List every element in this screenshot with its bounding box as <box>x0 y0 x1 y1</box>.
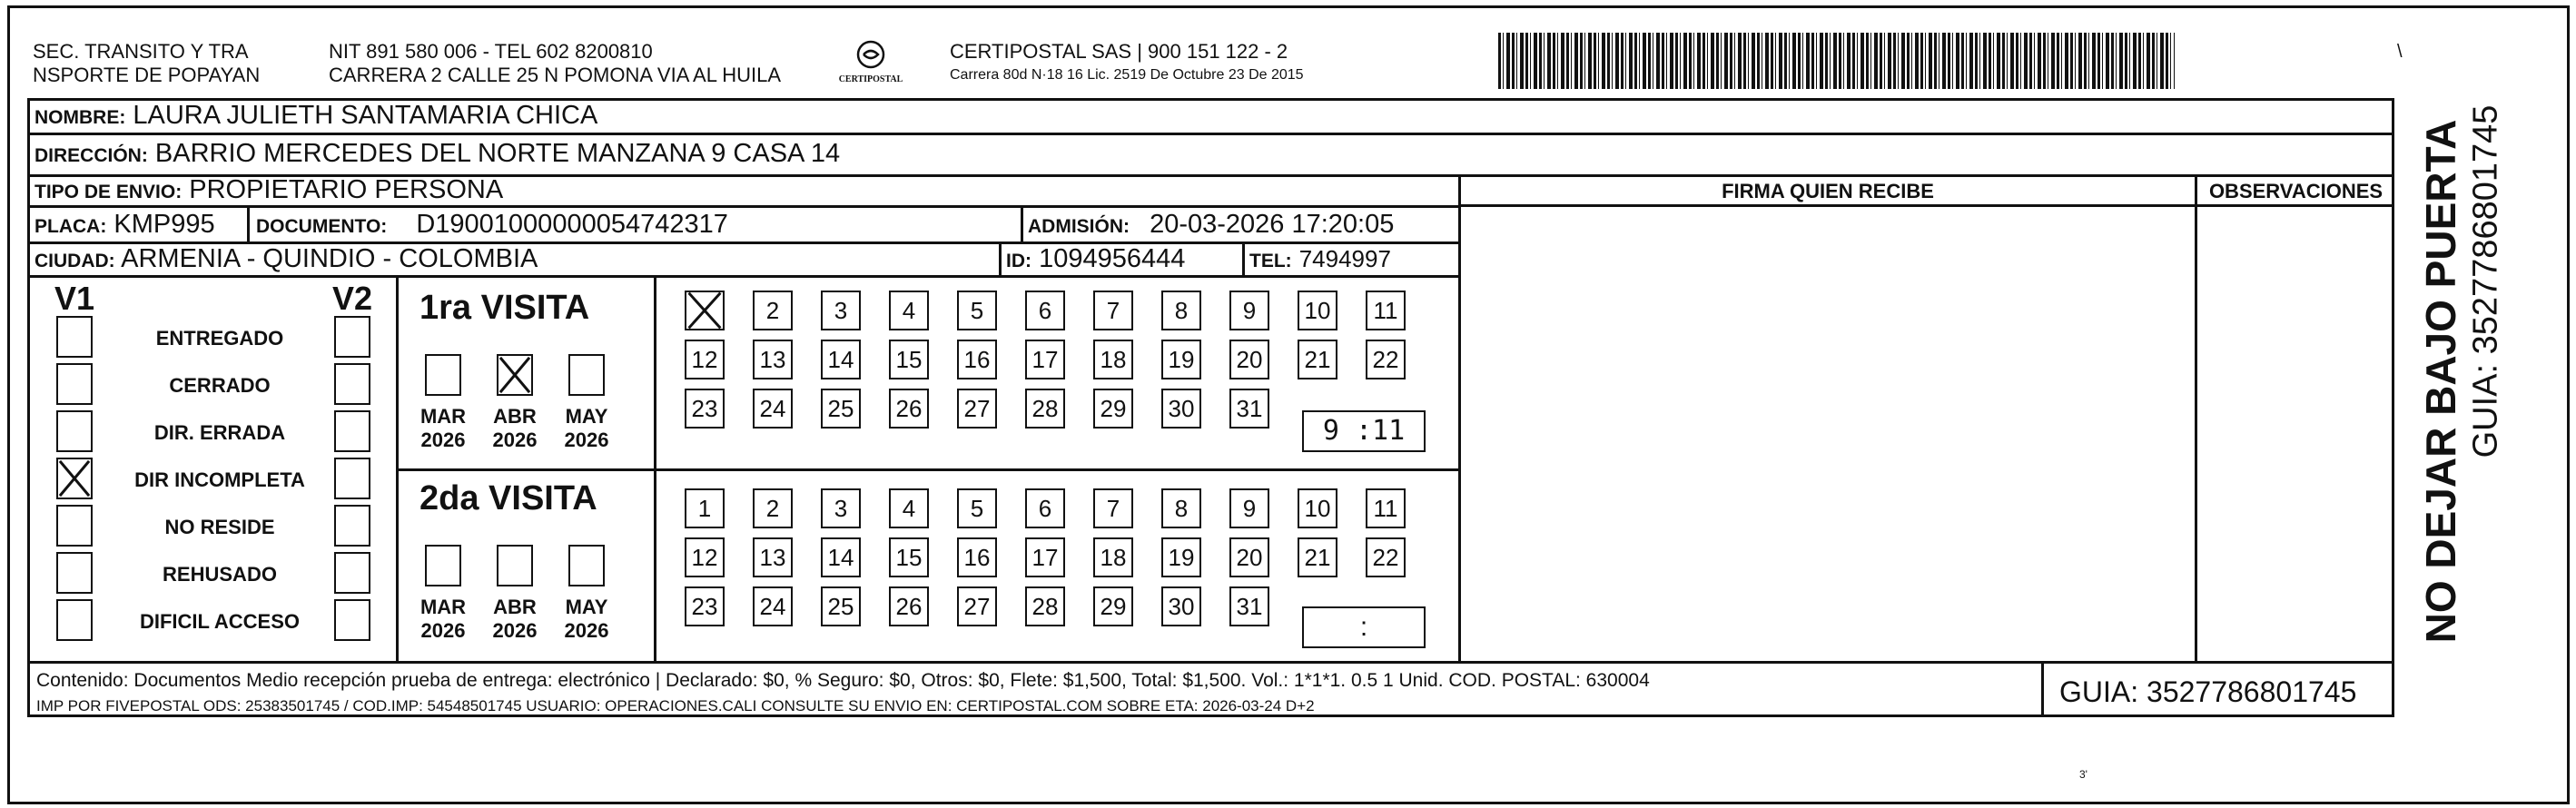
placa-label: PLACA: <box>35 216 107 237</box>
tipo-row <box>35 174 503 208</box>
v2-checkbox[interactable] <box>334 316 370 358</box>
sender-line-2: NSPORTE DE POPAYAN <box>33 64 261 86</box>
visit2-month-checkbox[interactable] <box>497 545 533 586</box>
visit1-day-box[interactable]: 25 <box>821 389 861 429</box>
visit1-day-box[interactable]: 7 <box>1093 291 1133 330</box>
address-line: CARRERA 2 CALLE 25 N POMONA VIA AL HUILA <box>329 64 782 86</box>
visit2-day-box[interactable]: 25 <box>821 586 861 626</box>
v1-checkbox[interactable] <box>56 410 93 452</box>
visit1-day-box[interactable]: 18 <box>1093 340 1133 379</box>
visit1-day-box[interactable]: 19 <box>1161 340 1201 379</box>
placa-value: KMP995 <box>114 210 215 239</box>
direccion-label: DIRECCIÓN: <box>35 145 148 166</box>
visit2-day-box[interactable]: 11 <box>1366 488 1406 528</box>
tel-label: TEL: <box>1249 251 1292 271</box>
visit1-day-box[interactable]: 4 <box>889 291 929 330</box>
documento-label: DOCUMENTO: <box>256 216 388 237</box>
visit1-day-box[interactable]: 8 <box>1161 291 1201 330</box>
visit2-day-box[interactable]: 28 <box>1025 586 1065 626</box>
month-year: 2026 <box>564 429 609 451</box>
visit2-day-box[interactable]: 26 <box>889 586 929 626</box>
visit2-day-box[interactable]: 22 <box>1366 537 1406 577</box>
firma-header: FIRMA QUIEN RECIBE <box>1722 180 1934 202</box>
visit2-day-box[interactable]: 24 <box>753 586 793 626</box>
firma-col-left <box>1458 174 1461 661</box>
month-year: 2026 <box>564 619 609 642</box>
visit1-month-checkbox[interactable] <box>568 354 605 396</box>
visit2-month-label <box>558 596 616 643</box>
visit2-day-box[interactable]: 4 <box>889 488 929 528</box>
month-name: MAY <box>565 405 608 428</box>
company-line: CERTIPOSTAL SAS | 900 151 122 - 2 <box>950 40 1288 63</box>
tel-value: 7494997 <box>1298 245 1391 272</box>
sender-contact <box>329 40 781 87</box>
visit2-day-box[interactable]: 6 <box>1025 488 1065 528</box>
tipo-value: PROPIETARIO PERSONA <box>189 175 504 204</box>
direccion-value: BARRIO MERCEDES DEL NORTE MANZANA 9 CASA 14 <box>154 139 841 168</box>
v1-checkbox[interactable] <box>56 363 93 405</box>
v1-checkbox[interactable] <box>56 458 93 499</box>
v2-checkbox[interactable] <box>334 410 370 452</box>
status-label: ENTREGADO <box>155 327 284 350</box>
visit2-day-box[interactable]: 19 <box>1161 537 1201 577</box>
v2-checkbox[interactable] <box>334 363 370 405</box>
visit1-day-box[interactable]: 23 <box>685 389 725 429</box>
admision-value: 20-03-2026 17:20:05 <box>1150 210 1395 239</box>
visit1-day-box[interactable]: 13 <box>753 340 793 379</box>
visit2-title: 2da VISITA <box>419 479 597 517</box>
visit1-month-label <box>414 405 472 452</box>
v1-label: V1 <box>54 280 95 317</box>
visit1-month-checkbox[interactable] <box>425 354 461 396</box>
visit2-day-box[interactable]: 10 <box>1298 488 1337 528</box>
placa-row <box>35 209 215 242</box>
direccion-row <box>35 138 840 172</box>
visit1-month-checkbox[interactable] <box>497 354 533 396</box>
visit2-day-box[interactable]: 2 <box>753 488 793 528</box>
visit2-day-box[interactable]: 23 <box>685 586 725 626</box>
no-dejar-bajo-puerta: NO DEJAR BAJO PUERTA <box>2417 119 2464 644</box>
visit1-day-box[interactable]: 11 <box>1366 291 1406 330</box>
id-row <box>1006 243 1185 277</box>
visit1-title: 1ra VISITA <box>419 289 590 327</box>
corner-mark: \ <box>2397 42 2403 62</box>
placa-divider <box>247 207 250 241</box>
visit1-day-box[interactable]: 9 <box>1229 291 1269 330</box>
visit1-day-box[interactable]: 29 <box>1093 389 1133 429</box>
visit2-day-box[interactable]: 16 <box>957 537 997 577</box>
visit2-day-box[interactable]: 27 <box>957 586 997 626</box>
visit1-day-box[interactable]: 17 <box>1025 340 1065 379</box>
month-year: 2026 <box>492 619 538 642</box>
month-name: ABR <box>493 596 537 618</box>
logo-text: CERTIPOSTAL <box>838 74 903 84</box>
v2-checkbox[interactable] <box>334 552 370 594</box>
visit2-day-box[interactable]: 9 <box>1229 488 1269 528</box>
month-year: 2026 <box>492 429 538 451</box>
visit2-day-box[interactable]: 12 <box>685 537 725 577</box>
visit2-day-box[interactable]: 30 <box>1161 586 1201 626</box>
month-name: MAR <box>419 596 467 618</box>
month-year: 2026 <box>420 619 466 642</box>
visit1-time: 9 :11 <box>1302 410 1426 452</box>
visit1-day-box[interactable]: 14 <box>821 340 861 379</box>
visit2-time: : <box>1302 606 1426 648</box>
visit2-month-label <box>486 596 544 643</box>
v2-checkbox[interactable] <box>334 599 370 641</box>
v2-checkbox[interactable] <box>334 458 370 499</box>
nombre-label: NOMBRE: <box>35 107 126 128</box>
v1-checkbox[interactable] <box>56 599 93 641</box>
side-guia: GUIA: 3527786801745 <box>2466 104 2505 458</box>
ciudad-row <box>35 243 538 277</box>
nombre-value: LAURA JULIETH SANTAMARIA CHICA <box>133 101 598 130</box>
barcode <box>1498 33 2175 89</box>
visit2-day-box[interactable]: 7 <box>1093 488 1133 528</box>
license-line: Carrera 80d N·18 16 Lic. 2519 De Octubre 23 De 2015 <box>950 67 1304 83</box>
sender-line-1: SEC. TRANSITO Y TRA <box>33 40 249 63</box>
visit1-day-box[interactable]: 28 <box>1025 389 1065 429</box>
visit1-day-box[interactable]: 27 <box>957 389 997 429</box>
visit2-day-box[interactable]: 17 <box>1025 537 1065 577</box>
v1-checkbox[interactable] <box>56 552 93 594</box>
sender-name <box>33 40 260 87</box>
row-divider <box>27 661 2394 664</box>
obs-col-left <box>2195 174 2197 661</box>
month-name: ABR <box>493 405 537 428</box>
v1-checkbox[interactable] <box>56 316 93 358</box>
visit1-day-box[interactable]: 10 <box>1298 291 1337 330</box>
tel-row <box>1249 243 1391 277</box>
company-info <box>950 40 1304 87</box>
v2-checkbox[interactable] <box>334 505 370 547</box>
visit1-day-box[interactable]: 15 <box>889 340 929 379</box>
visit2-day-box[interactable]: 18 <box>1093 537 1133 577</box>
visit1-month-label <box>558 405 616 452</box>
status-label: DIR. ERRADA <box>153 421 286 444</box>
visit2-day-box[interactable]: 5 <box>957 488 997 528</box>
visit2-day-box[interactable]: 15 <box>889 537 929 577</box>
month-name: MAR <box>419 405 467 428</box>
visit1-day-box[interactable]: 6 <box>1025 291 1065 330</box>
guia-divider <box>2041 661 2044 717</box>
v2-label: V2 <box>332 280 373 317</box>
status-label: CERRADO <box>169 374 271 397</box>
observaciones-header: OBSERVACIONES <box>2208 180 2384 202</box>
visit1-day-box[interactable]: 31 <box>1229 389 1269 429</box>
id-divider <box>999 241 1002 275</box>
visit2-day-box[interactable]: 14 <box>821 537 861 577</box>
admision-label: ADMISIÓN: <box>1028 216 1130 237</box>
visit1-day-box[interactable]: 16 <box>957 340 997 379</box>
visit-divider <box>397 468 1459 471</box>
visit2-day-box[interactable]: 29 <box>1093 586 1133 626</box>
visit1-day-box[interactable]: 12 <box>685 340 725 379</box>
visit2-month-checkbox[interactable] <box>425 545 461 586</box>
visit1-day-box[interactable]: 30 <box>1161 389 1201 429</box>
contenido-line: Contenido: Documentos Medio recepción prueba de entrega: electrónico | Declarado: $0, % Seguro: $0, Otros: $0, Flete: $1,500, Total: $1,500. Vol.: 1*1*1. 0.5 1 Unid. COD. POSTAL: 630004 <box>36 670 1650 691</box>
visit1-day-box[interactable]: 22 <box>1366 340 1406 379</box>
visit2-day-box[interactable]: 8 <box>1161 488 1201 528</box>
imp-line: IMP POR FIVEPOSTAL ODS: 25383501745 / COD.IMP: 54548501745 USUARIO: OPERACIONES.CALI CONSULTE SU ENVIO EN: CERTIPOSTAL.COM SOBRE ETA: 2026-03-24 D+2 <box>36 697 1315 714</box>
status-label: DIR INCOMPLETA <box>134 468 305 491</box>
visit1-day-box[interactable]: 21 <box>1298 340 1337 379</box>
tipo-label: TIPO DE ENVIO: <box>35 182 183 202</box>
visit2-month-label <box>414 596 472 643</box>
month-year: 2026 <box>420 429 466 451</box>
ciudad-value: ARMENIA - QUINDIO - COLOMBIA <box>121 244 538 273</box>
visit2-month-checkbox[interactable] <box>568 545 605 586</box>
visit1-day-box[interactable]: 3 <box>821 291 861 330</box>
visit1-day-box[interactable]: 26 <box>889 389 929 429</box>
visit1-month-label <box>486 405 544 452</box>
v1-checkbox[interactable] <box>56 505 93 547</box>
ciudad-label: CIUDAD: <box>35 251 115 271</box>
admision-divider <box>1021 207 1023 241</box>
documento-row <box>256 209 728 242</box>
tel-divider <box>1242 241 1245 275</box>
status-label: NO RESIDE <box>164 516 275 538</box>
month-name: MAY <box>565 596 608 618</box>
bottom-mark: 3' <box>2079 768 2087 781</box>
documento-value: D19001000000054742317 <box>416 210 728 239</box>
visit2-day-box[interactable]: 1 <box>685 488 725 528</box>
visit2-day-box[interactable]: 13 <box>753 537 793 577</box>
nombre-row <box>35 100 597 133</box>
visit1-day-box[interactable]: 20 <box>1229 340 1269 379</box>
visit2-day-box[interactable]: 21 <box>1298 537 1337 577</box>
visit1-day-box[interactable]: 2 <box>753 291 793 330</box>
visit1-day-box[interactable] <box>685 291 725 330</box>
status-label: DIFICIL ACCESO <box>139 610 300 633</box>
nit-line: NIT 891 580 006 - TEL 602 8200810 <box>329 40 653 63</box>
visit1-day-box[interactable]: 5 <box>957 291 997 330</box>
id-value: 1094956444 <box>1039 244 1186 273</box>
certipostal-logo <box>834 34 908 93</box>
visit2-day-box[interactable]: 20 <box>1229 537 1269 577</box>
visit2-day-box[interactable]: 31 <box>1229 586 1269 626</box>
status-label: REHUSADO <box>163 563 277 586</box>
visit2-day-box[interactable]: 3 <box>821 488 861 528</box>
admision-row <box>1028 209 1394 242</box>
visit1-day-box[interactable]: 24 <box>753 389 793 429</box>
right-col-divider <box>1459 204 2394 207</box>
footer-guia: GUIA: 3527786801745 <box>2059 675 2357 708</box>
id-label: ID: <box>1006 251 1031 271</box>
